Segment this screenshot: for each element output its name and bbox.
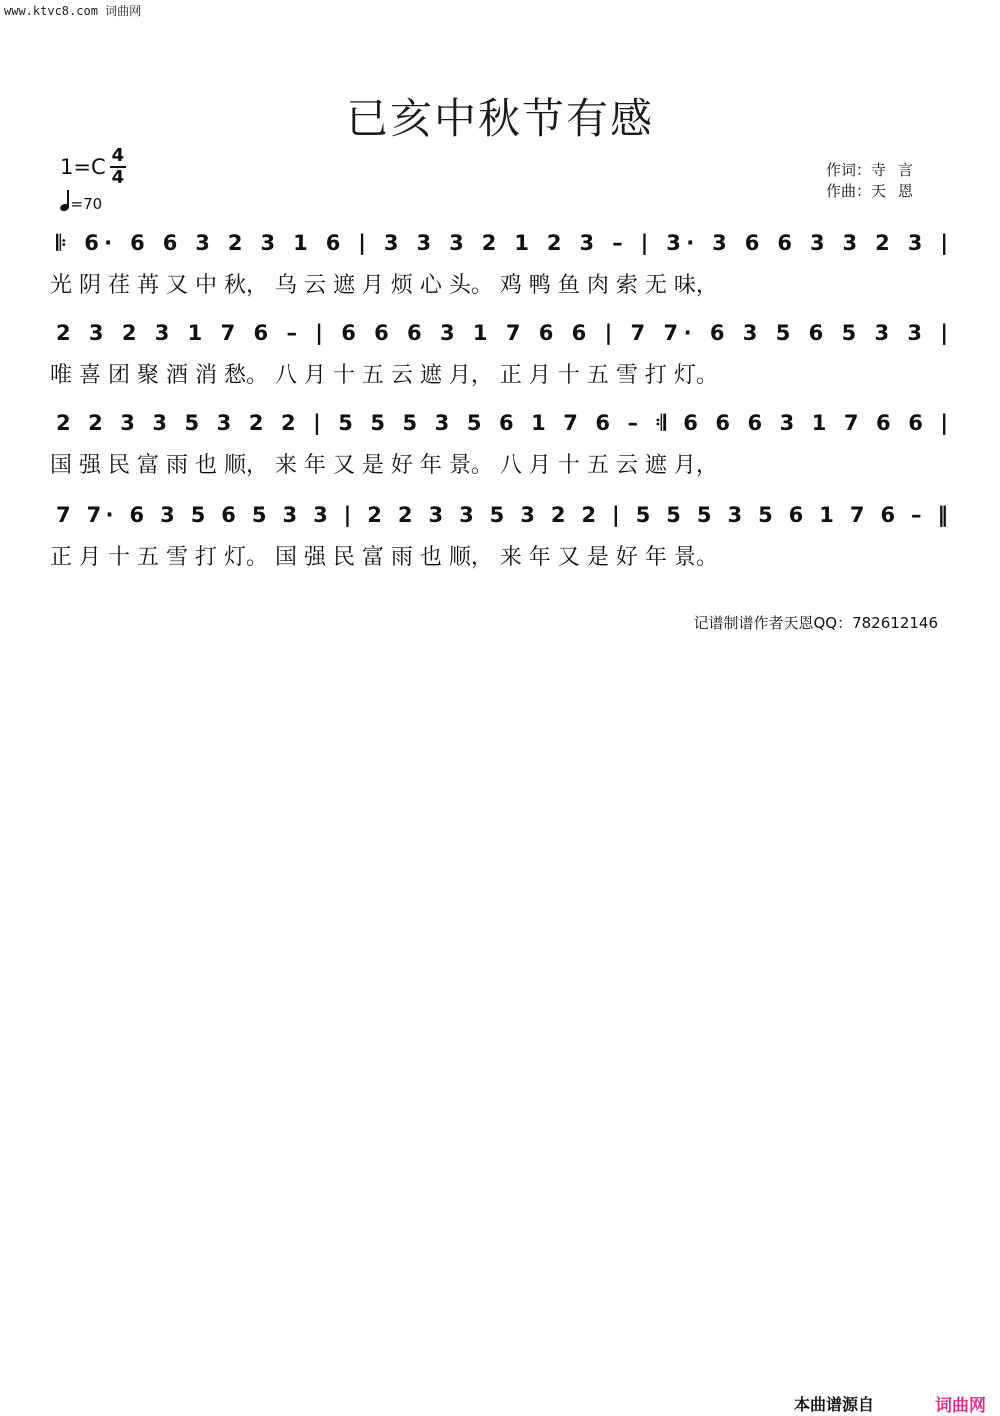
notation-line-2-text: 2 3 2 3 1 7 6 – | 6 6 6 3 1 7 6 6 | 7 7· 6 3 5 6 5 3 3 |	[56, 321, 948, 345]
tempo-marking	[60, 192, 102, 213]
notation-line-1-text: 𝄆 6· 6 6 3 2 3 1 6 | 3 3 3 2 1 2 3 – | 3· 3 6 6 3 3 2 3 |	[56, 231, 948, 255]
key-and-meter	[60, 146, 126, 188]
notation-line-4-text: 7 7· 6 3 5 6 5 3 3 | 2 2 3 3 5 3 2 2 | 5 5 5 3 5 6 1 7 6 – ‖	[56, 503, 948, 527]
time-signature-denominator: 4	[111, 167, 125, 188]
notation-line-1	[56, 222, 948, 266]
score-title: 已亥中秋节有感	[345, 94, 654, 143]
source-label: 本曲谱源自	[793, 1395, 874, 1414]
notation-line-3	[56, 402, 948, 446]
tempo-value: =70	[70, 195, 103, 213]
lyrics-line-2: 唯 喜 团 聚 酒 消 愁。 八 月 十 五 云 遮 月， 正 月 十 五 雪 打 灯。	[50, 363, 718, 388]
lyrics-line-1: 光 阴 荏 苒 又 中 秋， 乌 云 遮 月 烦 心 头。 鸡 鸭 鱼 肉 索 无 味，	[50, 273, 718, 298]
notation-line-3-text: 2 2 3 3 5 3 2 2 | 5 5 5 3 5 6 1 7 6 – 𝄇 6 6 6 3 1 7 6 6 |	[56, 411, 948, 435]
producer-note: 记谱制谱作者天恩QQ：782612146	[693, 614, 938, 632]
quarter-note-stem	[67, 190, 69, 207]
key-signature: 1=C	[60, 155, 106, 179]
site-header: www.ktvc8.com 词曲网	[4, 4, 142, 18]
lyrics-line-3: 国 强 民 富 雨 也 顺， 来 年 又 是 好 年 景。 八 月 十 五 云 遮 月，	[50, 453, 718, 478]
composer-name: 天恩	[871, 182, 926, 200]
notation-line-2	[56, 312, 948, 356]
lyrics-line-4: 正 月 十 五 雪 打 灯。 国 强 民 富 雨 也 顺， 来 年 又 是 好 年 景。	[50, 545, 718, 570]
composer-label: 作曲：	[826, 182, 872, 200]
brand-logo[interactable]: 词曲网	[935, 1396, 986, 1416]
lyricist-label: 作词：	[826, 161, 872, 179]
notation-line-4	[56, 494, 948, 538]
time-signature-numerator: 4	[111, 145, 125, 166]
composer-row	[826, 181, 925, 202]
lyricist-name: 寺言	[871, 161, 926, 179]
lyricist-row	[826, 160, 925, 181]
time-signature	[110, 146, 127, 188]
credits	[826, 160, 925, 202]
